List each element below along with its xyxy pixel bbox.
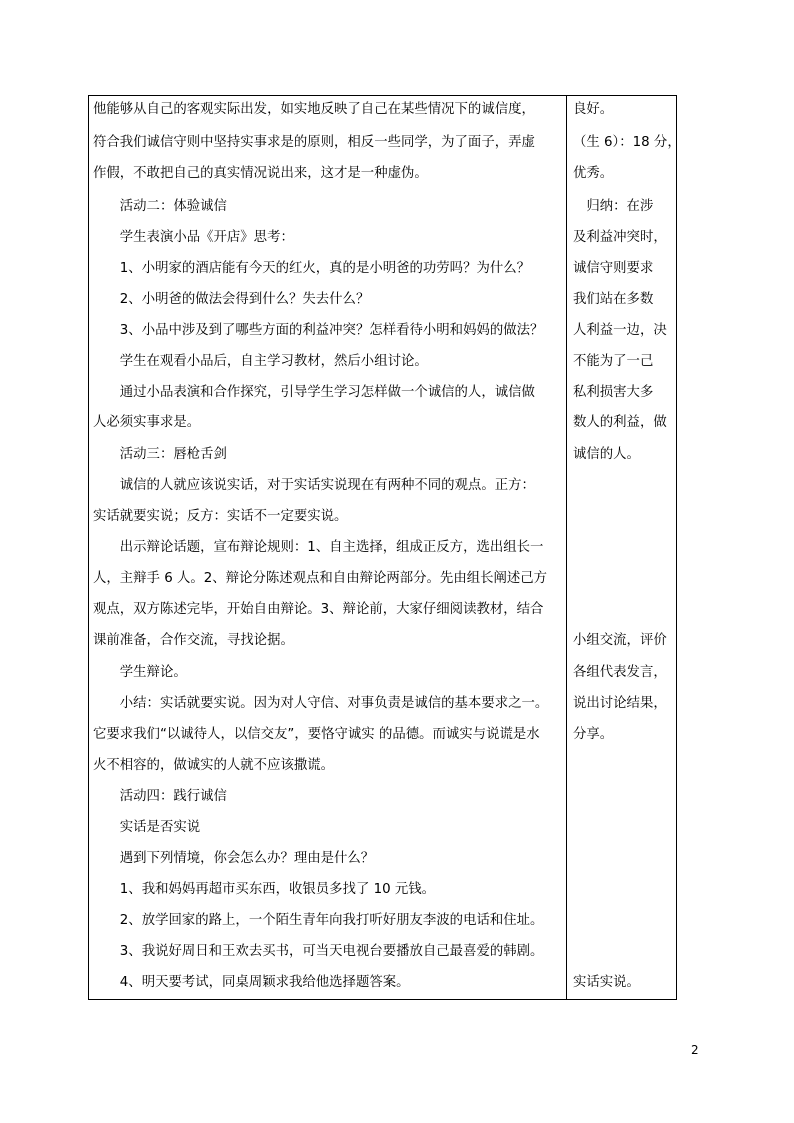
main-line: 作假，不敢把自己的真实情况说出来，这才是一种虚伪。 [93, 166, 428, 181]
main-line: 出示辩论话题，宣布辩论规则：1、自主选择，组成正反方，选出组长一 [93, 540, 544, 555]
main-line: 1、小明家的酒店能有今天的红火，真的是小明爸的功劳吗？为什么？ [93, 261, 531, 276]
main-line: 它要求我们“以诚待人，以信交友”，要恪守诚实 的品德。而诚实与说谎是水 [93, 727, 540, 742]
main-line: 人必须实事求是。 [93, 415, 201, 430]
main-line: 2、放学回家的路上，一个陌生青年向我打听好朋友李波的电话和住址。 [93, 913, 544, 928]
side-line: 说出讨论结果， [573, 696, 667, 711]
main-line: 学生在观看小品后，自主学习教材，然后小组讨论。 [93, 354, 428, 369]
main-line: 课前准备，合作交流，寻找论据。 [93, 633, 294, 648]
main-line: 通过小品表演和合作探究，引导学生学习怎样做一个诚信的人，诚信做 [93, 385, 535, 400]
main-line: 活动四：践行诚信 [93, 789, 227, 804]
side-line: 数人的利益，做 [573, 415, 667, 430]
main-line: 3、我说好周日和王欢去买书，可当天电视台要播放自己最喜爱的韩剧。 [93, 944, 544, 959]
main-line: 4、明天要考试，同桌周颖求我给他选择题答案。 [93, 975, 410, 990]
main-line: 遇到下列情境，你会怎么办？理由是什么？ [93, 851, 375, 866]
side-line: 诚信的人。 [573, 447, 640, 462]
side-line: 优秀。 [573, 166, 614, 181]
side-line: 良好。 [573, 102, 614, 117]
side-line: 各组代表发言， [573, 665, 667, 680]
side-line: 我们站在多数 [573, 292, 654, 307]
main-line: 学生表演小品《开店》思考： [93, 230, 294, 245]
side-line: 实话实说。 [573, 975, 640, 990]
main-line: 学生辩论。 [93, 665, 187, 680]
main-line: 诚信的人就应该说实话，对于实话实说现在有两种不同的观点。正方： [93, 478, 535, 493]
main-line: 3、小品中涉及到了哪些方面的利益冲突？怎样看待小明和妈妈的做法？ [93, 323, 544, 338]
main-line: 火不相容的，做诚实的人就不应该撒谎。 [93, 758, 335, 773]
main-line: 实话是否实说 [93, 820, 201, 835]
main-line: 人，主辩手 6 人。2、辩论分陈述观点和自由辩论两部分。先由组长阐述己方 [93, 571, 548, 586]
main-line: 小结：实话就要实说。因为对人守信、对事负责是诚信的基本要求之一。 [93, 696, 549, 711]
main-line: 活动二：体验诚信 [93, 199, 227, 214]
main-line: 他能够从自己的客观实际出发，如实地反映了自己在某些情况下的诚信度， [93, 102, 535, 117]
side-line: 归纳：在涉 [573, 199, 654, 214]
side-line: 私利损害大多 [573, 385, 654, 400]
side-line: 及利益冲突时， [573, 230, 667, 245]
main-line: 活动三：唇枪舌剑 [93, 447, 227, 462]
main-line: 观点，双方陈述完毕，开始自由辩论。3、辩论前，大家仔细阅读教材，结合 [93, 602, 544, 617]
side-line: 不能为了一己 [573, 354, 654, 369]
side-line: 分享。 [573, 727, 614, 742]
column-divider [566, 95, 567, 1000]
side-line: 人利益一边，决 [573, 323, 667, 338]
main-line: 1、我和妈妈再超市买东西，收银员多找了 10 元钱。 [93, 882, 436, 897]
side-line: （生 6）：18 分， [573, 135, 681, 150]
side-line: 小组交流，评价 [573, 633, 667, 648]
main-line: 实话就要实说；反方：实话不一定要实说。 [93, 509, 348, 524]
page-number: 2 [691, 1043, 699, 1057]
main-line: 符合我们诚信守则中坚持实事求是的原则，相反一些同学，为了面子，弄虚 [93, 135, 535, 150]
main-line: 2、小明爸的做法会得到什么？失去什么？ [93, 292, 370, 307]
side-line: 诚信守则要求 [573, 261, 654, 276]
